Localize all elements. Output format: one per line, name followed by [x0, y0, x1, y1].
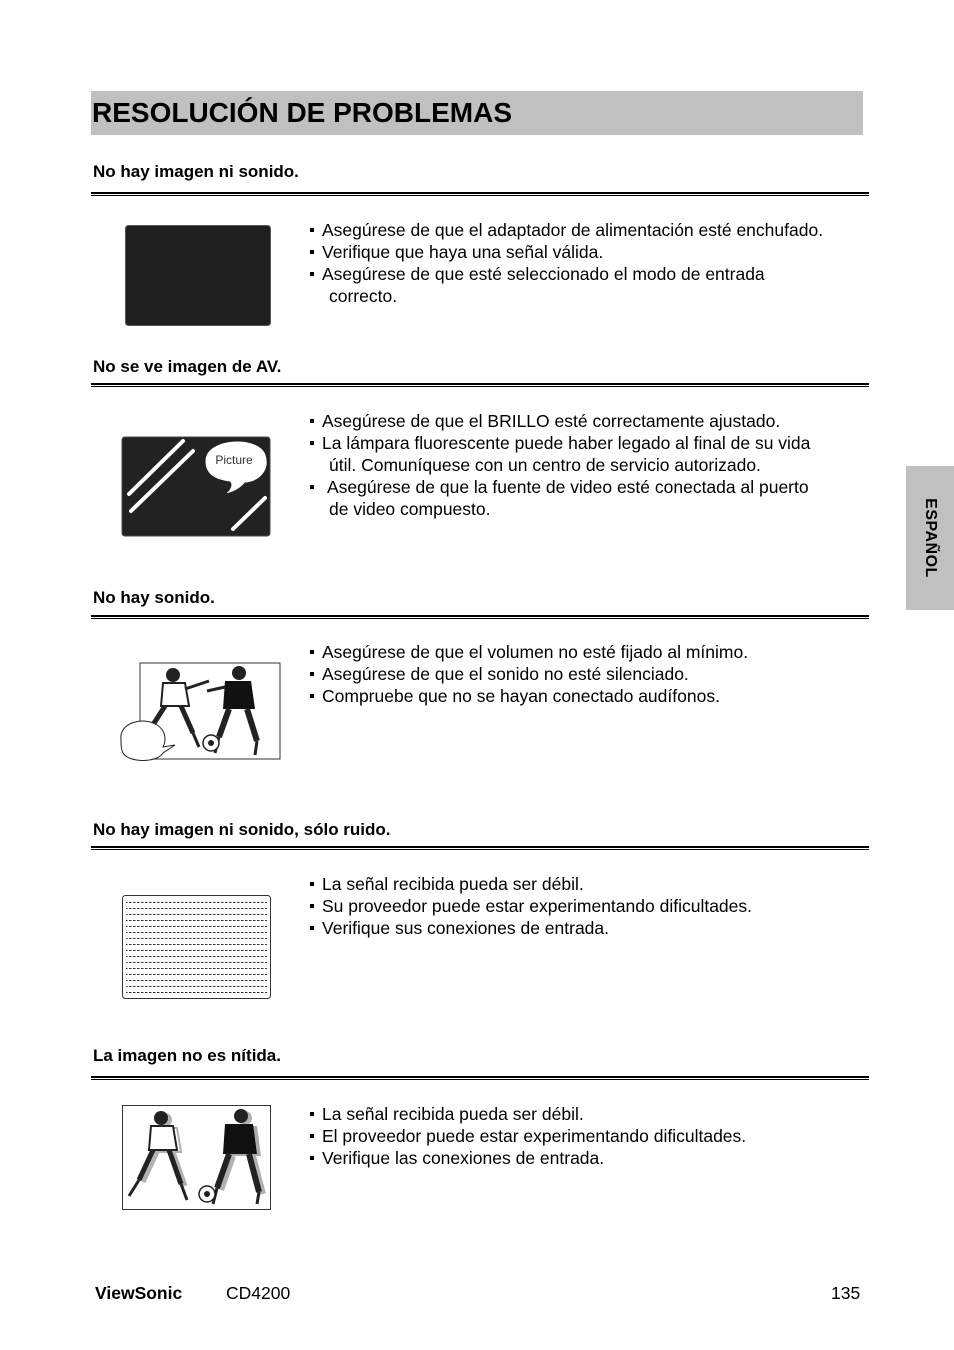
- section-divider: [91, 1076, 869, 1080]
- bullet-item: Su proveedor puede estar experimentando dificultades.: [309, 895, 752, 917]
- bullet-item: Verifique que haya una señal válida.: [309, 241, 823, 263]
- bullet-item: [309, 263, 823, 307]
- section-divider: [91, 615, 869, 619]
- bullet-text: Asegúrese de que la fuente de video esté conectada al puerto: [327, 477, 809, 497]
- section-heading: No se ve imagen de AV.: [93, 357, 282, 376]
- page-title: RESOLUCIÓN DE PROBLEMAS: [92, 97, 513, 128]
- noise-screen-illustration: [121, 894, 273, 1002]
- section-heading: La imagen no es nítida.: [93, 1046, 281, 1065]
- bullet-list: [309, 641, 748, 707]
- title-bar: [91, 91, 863, 135]
- bullet-item: [309, 432, 810, 476]
- section-divider: [91, 383, 869, 387]
- bullet-continuation: útil. Comuníquese con un centro de servicio autorizado.: [329, 455, 761, 475]
- bullet-item: Asegúrese de que el adaptador de alimentación esté enchufado.: [309, 219, 823, 241]
- bullet-item: [309, 476, 810, 520]
- soccer-players-illustration: [119, 661, 283, 771]
- bullet-continuation: correcto.: [329, 286, 398, 306]
- footer-brand: ViewSonic: [95, 1283, 183, 1303]
- section-heading: No hay imagen ni sonido, sólo ruido.: [93, 820, 391, 839]
- page-number: 135: [831, 1283, 861, 1303]
- bullet-item: Asegúrese de que el BRILLO esté correctamente ajustado.: [309, 410, 810, 432]
- bullet-list: [309, 1103, 746, 1169]
- bullet-continuation: de video compuesto.: [329, 499, 491, 519]
- bullet-item: El proveedor puede estar experimentando dificultades.: [309, 1125, 746, 1147]
- bullet-item: Verifique las conexiones de entrada.: [309, 1147, 746, 1169]
- bullet-item: La señal recibida pueda ser débil.: [309, 873, 752, 895]
- bullet-item: Asegúrese de que el volumen no esté fijado al mínimo.: [309, 641, 748, 663]
- bullet-text: La lámpara fluorescente puede haber legado al final de su vida: [322, 433, 811, 453]
- bubble-label: Picture: [215, 453, 253, 467]
- bullet-list: [309, 219, 823, 307]
- bullet-item: Verifique sus conexiones de entrada.: [309, 917, 752, 939]
- bullet-list: [309, 410, 810, 520]
- language-side-tab: [906, 466, 954, 610]
- footer-model: CD4200: [226, 1283, 291, 1303]
- section-heading: No hay imagen ni sonido.: [93, 162, 299, 181]
- bullet-item: Compruebe que no se hayan conectado audífonos.: [309, 685, 748, 707]
- bullet-text: Asegúrese de que esté seleccionado el modo de entrada: [322, 264, 765, 284]
- section-heading: No hay sonido.: [93, 588, 215, 607]
- language-label: ESPAÑOL: [922, 498, 939, 578]
- bullet-item: Asegúrese de que el sonido no esté silenciado.: [309, 663, 748, 685]
- dark-screen-picture-illustration: [121, 429, 273, 539]
- bullet-item: La señal recibida pueda ser débil.: [309, 1103, 746, 1125]
- section-divider: [91, 192, 869, 196]
- bullet-list: [309, 873, 752, 939]
- blank-screen-illustration: [125, 225, 273, 327]
- section-divider: [91, 846, 869, 850]
- blurry-soccer-illustration: [121, 1104, 273, 1212]
